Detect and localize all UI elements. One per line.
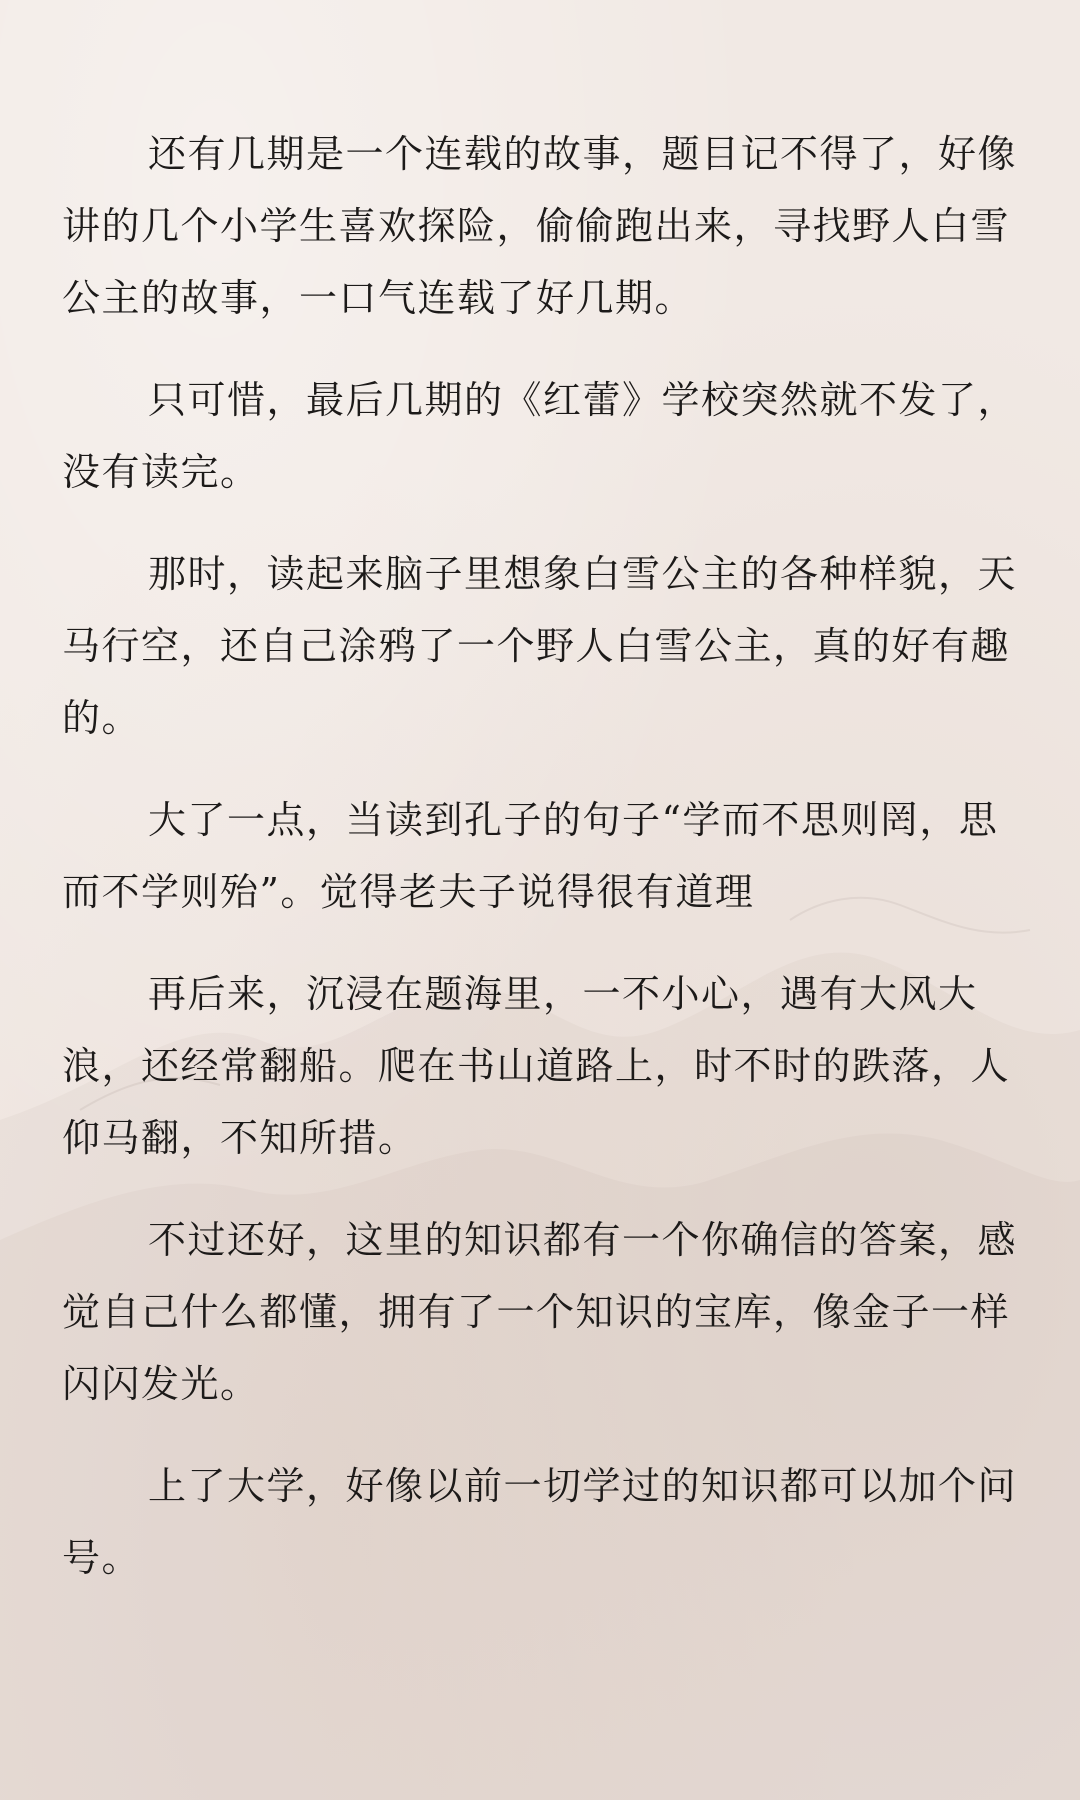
paragraph-4: 大了一点，当读到孔子的句子“学而不思则罔，思而不学则殆”。觉得老夫子说得很有道理 [62,798,999,914]
paragraph-3: 那时，读起来脑子里想象白雪公主的各种样貌，天马行空，还自己涂鸦了一个野人白雪公主，真的好有趣的。 [62,552,1018,740]
paragraph-7: 上了大学，好像以前一切学过的知识都可以加个问号。 [62,1464,1018,1580]
article-text [62,118,1022,1624]
paragraph-5: 再后来，沉浸在题海里，一不小心，遇有大风大浪，还经常翻船。爬在书山道路上，时不时的跌落，人仰马翻，不知所措。 [62,972,1011,1160]
paragraph-6: 不过还好，这里的知识都有一个你确信的答案，感觉自己什么都懂，拥有了一个知识的宝库，像金子一样闪闪发光。 [62,1218,1018,1406]
paragraph-2: 只可惜，最后几期的《红蕾》学校突然就不发了，没有读完。 [62,378,1018,494]
paragraph-1: 还有几期是一个连载的故事，题目记不得了，好像讲的几个小学生喜欢探险，偷偷跑出来，寻找野人白雪公主的故事，一口气连载了好几期。 [62,132,1018,320]
